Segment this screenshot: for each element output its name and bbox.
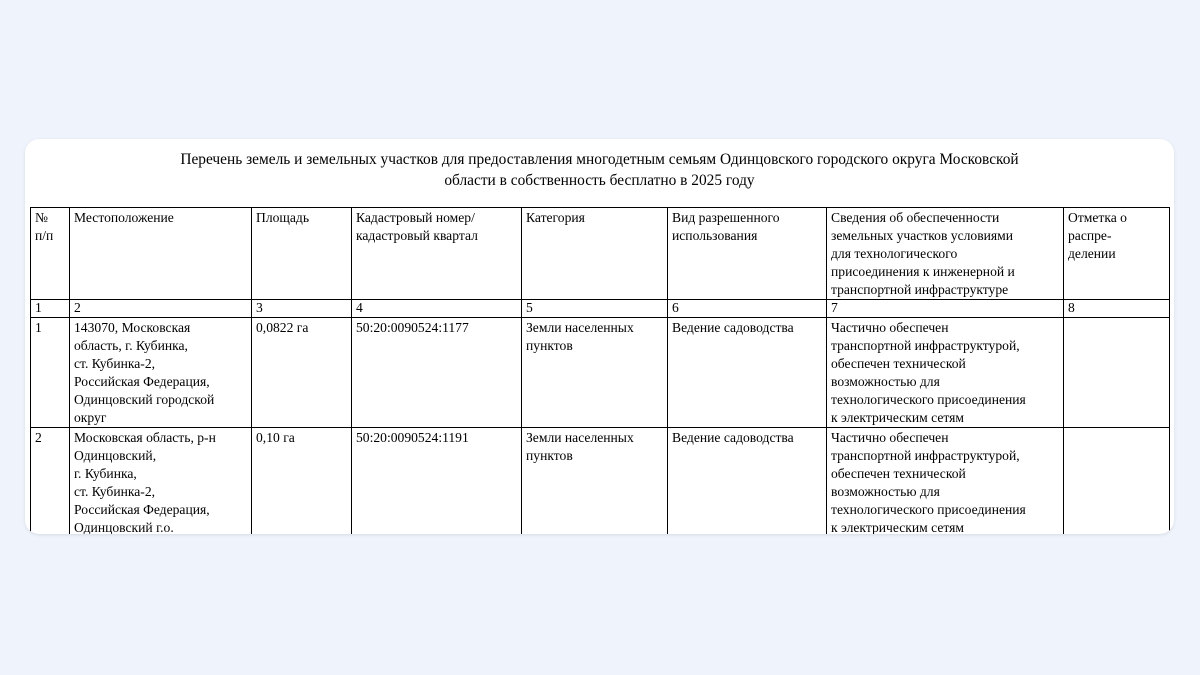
header-distribution-mark: Отметка о распре- делении xyxy=(1064,208,1170,300)
title-line: Перечень земель и земельных участков для предоставления многодетным семьям Одинцовского городского округа Московской xyxy=(180,151,1019,168)
cell-location: Московская область, р-н Одинцовский, г. Кубинка, ст. Кубинка-2, Российская Федерация, Одинцовский г.о. xyxy=(70,428,252,535)
cell-cadastral-number: 50:20:0090524:1191 xyxy=(352,428,522,535)
header-location: Местоположение xyxy=(70,208,252,300)
header-number: № п/п xyxy=(31,208,70,300)
column-number: 2 xyxy=(70,300,252,318)
column-number: 3 xyxy=(252,300,352,318)
header-permitted-use: Вид разрешенного использования xyxy=(668,208,827,300)
column-number: 1 xyxy=(31,300,70,318)
column-number: 7 xyxy=(827,300,1064,318)
cell-location: 143070, Московская область, г. Кубинка, ст. Кубинка-2, Российская Федерация, Одинцовский городской округ xyxy=(70,318,252,428)
table-header-row xyxy=(31,208,1170,300)
document-card xyxy=(25,139,1174,534)
header-category: Категория xyxy=(522,208,668,300)
header-cadastral-number: Кадастровый номер/ кадастровый квартал xyxy=(352,208,522,300)
column-number: 5 xyxy=(522,300,668,318)
document-title xyxy=(25,149,1174,191)
header-area: Площадь xyxy=(252,208,352,300)
cell-infrastructure: Частично обеспечен транспортной инфраструктурой, обеспечен технической возможностью для технологического присоединения к электрическим сетям xyxy=(827,318,1064,428)
cell-number: 2 xyxy=(31,428,70,535)
cell-number: 1 xyxy=(31,318,70,428)
table-row xyxy=(31,428,1170,535)
header-infrastructure: Сведения об обеспеченности земельных участков условиями для технологического присоединения к инженерной и транспортной инфраструктуре xyxy=(827,208,1064,300)
cell-area: 0,10 га xyxy=(252,428,352,535)
column-number-row xyxy=(31,300,1170,318)
land-plots-table xyxy=(30,207,1170,534)
cell-distribution-mark xyxy=(1064,318,1170,428)
column-number: 4 xyxy=(352,300,522,318)
cell-infrastructure: Частично обеспечен транспортной инфраструктурой, обеспечен технической возможностью для технологического присоединения к электрическим сетям xyxy=(827,428,1064,535)
cell-cadastral-number: 50:20:0090524:1177 xyxy=(352,318,522,428)
column-number: 6 xyxy=(668,300,827,318)
cell-area: 0,0822 га xyxy=(252,318,352,428)
column-number: 8 xyxy=(1064,300,1170,318)
cell-category: Земли населенных пунктов xyxy=(522,318,668,428)
cell-permitted-use: Ведение садоводства xyxy=(668,318,827,428)
cell-permitted-use: Ведение садоводства xyxy=(668,428,827,535)
cell-distribution-mark xyxy=(1064,428,1170,535)
title-line: области в собственность бесплатно в 2025 году xyxy=(444,172,755,189)
table-row xyxy=(31,318,1170,428)
cell-category: Земли населенных пунктов xyxy=(522,428,668,535)
